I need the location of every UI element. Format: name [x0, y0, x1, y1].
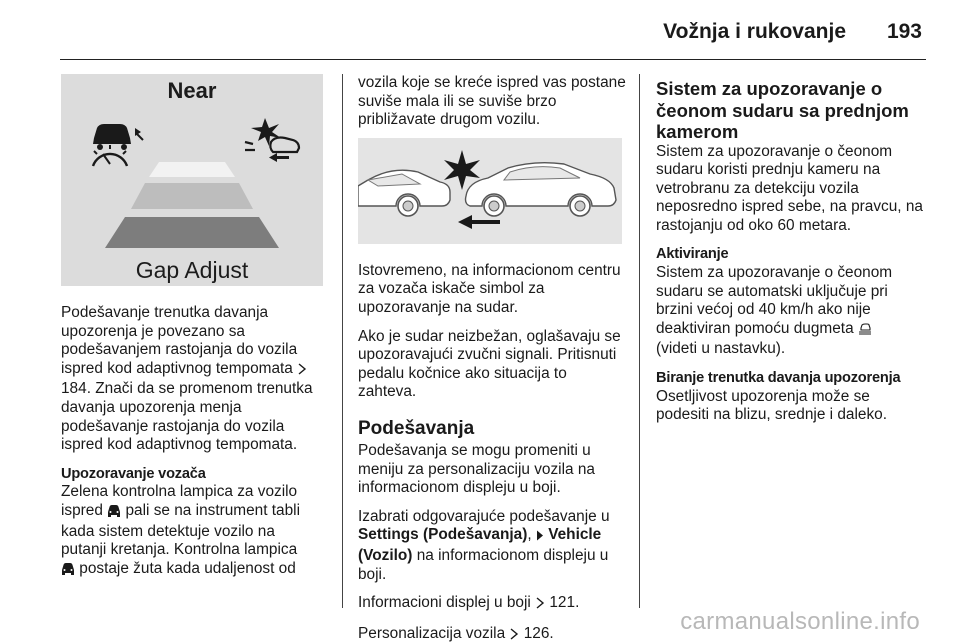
menu-label-settings: Settings (Podešavanja) — [358, 526, 528, 544]
paragraph: Osetljivost upozorenja može se podesiti na blizu, srednje i daleko. — [656, 387, 888, 424]
figure-label-gap-adjust: Gap Adjust — [135, 257, 249, 284]
paragraph: Podešavanje trenutka davanja upozorenja je povezano sa podešavanjem rastojanja do vozila ispred kod adaptivnog tempomata 184. Znači da se promenom trenutka davanja upozorenja menja podešavanje rastojanja do vozila ispred kod adaptivnog tempomata. — [61, 304, 313, 454]
vehicle-ahead-icon — [61, 562, 75, 581]
collision-cars-graphic — [358, 138, 622, 244]
page-number: 193 — [886, 20, 922, 43]
paragraph: vozila koje se kreće ispred vas postane suviše mala ili se suviše brzo približavate drugom vozilu. — [358, 74, 626, 129]
page-reference-arrow-icon — [297, 362, 307, 381]
figure-label-near: Near — [167, 78, 217, 103]
column-right — [656, 74, 924, 435]
column-divider — [639, 74, 640, 608]
column-left — [61, 74, 323, 590]
column-divider — [342, 74, 343, 608]
page-reference: 121 — [549, 594, 576, 612]
paragraph: Zelena kontrolna lampica za vozilo ispred pali se na instrument tabli kada sistem detektuje vozilo na putanji kretanja. Kontrolna lampica postaje žuta kada udaljenost od — [61, 483, 323, 580]
watermark: carmanualsonline.info — [680, 608, 920, 635]
gap-adjust-figure — [61, 74, 323, 286]
menu-arrow-icon — [536, 528, 544, 547]
section-heading: Podešavanja — [358, 417, 475, 439]
collision-warning-icon — [61, 74, 323, 286]
page-title: Vožnja i rukovanje — [663, 20, 846, 43]
menu-label-vehicle: Vehicle (Vozilo) — [358, 526, 602, 564]
paragraph: Ako je sudar neizbežan, oglašavaju se upozoravajući zvučni signali. Pritisnuti pedalu kočnice ako situacija to zahteva. — [358, 327, 621, 401]
page-reference: 184 — [61, 380, 87, 398]
paragraph: Sistem za upozoravanje o čeonom sudaru koristi prednju kameru na vetrobranu za detekciju vozila neposredno ispred sebe, na pravcu, na rastojanju od oko 60 metara. — [656, 142, 923, 234]
column-middle — [358, 74, 626, 642]
paragraph: Podešavanja se mogu promeniti u meniju za personalizaciju vozila na informacionom displeju u boji. — [358, 441, 595, 497]
collision-alert-button-icon — [858, 322, 872, 341]
paragraph: Informacioni displej u boji 121. — [358, 594, 626, 615]
vehicle-ahead-icon — [107, 504, 121, 523]
paragraph: Izabrati odgovarajuće podešavanje u Settings (Podešavanja), Vehicle (Vozilo) na informacionom displeju u boji. — [358, 507, 610, 583]
subheading: Aktiviranje — [656, 246, 729, 263]
page-reference-arrow-icon — [535, 596, 545, 615]
paragraph: Istovremeno, na informacionom centru za vozača iskače simbol za upozoravanje na sudar. — [358, 261, 621, 316]
page-reference-arrow-icon — [509, 627, 519, 642]
page-reference: 126 — [523, 624, 550, 642]
page-header — [60, 14, 926, 60]
subheading: Biranje trenutka davanja upozorenja — [656, 370, 901, 387]
paragraph: Personalizacija vozila 126. — [358, 625, 626, 642]
subheading: Upozoravanje vozača — [61, 465, 206, 482]
collision-figure — [358, 138, 622, 244]
section-heading: Sistem za upozoravanje o čeonom sudaru sa prednjom kamerom — [656, 78, 909, 142]
paragraph: Sistem za upozoravanje o čeonom sudaru se automatski uključuje pri brzini većoj od 40 km/h ako nije deaktiviran pomoću dugmeta (videti u nastavku). — [656, 264, 893, 358]
